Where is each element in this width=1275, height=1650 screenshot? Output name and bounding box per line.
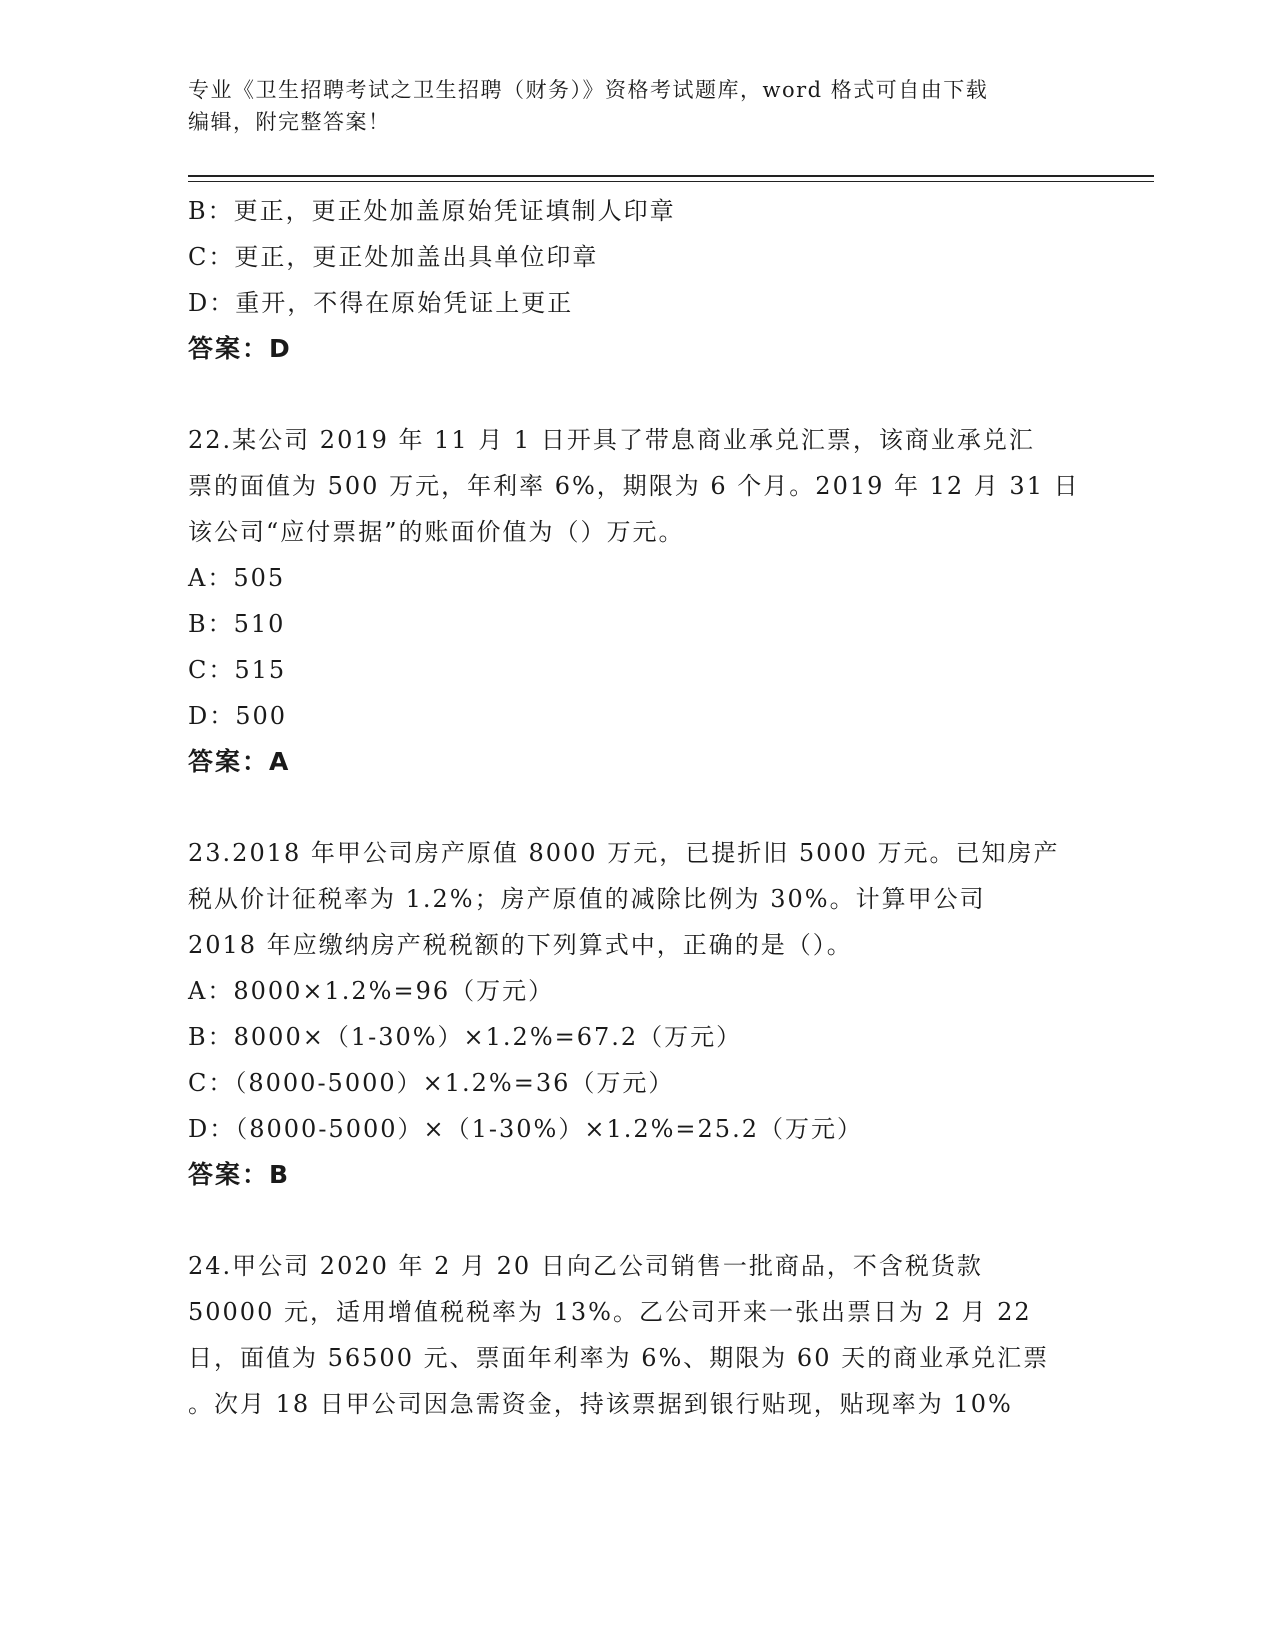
question-stem-line: 23.2018 年甲公司房产原值 8000 万元，已提折旧 5000 万元。已知房产 (188, 839, 1060, 867)
question-stem-line: 2018 年应缴纳房产税税额的下列算式中，正确的是（）。 (188, 931, 853, 959)
option-c: C：515 (188, 656, 287, 684)
question-stem-line: 50000 元，适用增值税税率为 13%。乙公司开来一张出票日为 2 月 22 (188, 1298, 1032, 1326)
header-divider-thick (188, 175, 1154, 177)
option-b: B：更正，更正处加盖原始凭证填制人印章 (188, 197, 676, 225)
option-d: D：（8000-5000）×（1-30%）×1.2%=25.2（万元） (188, 1115, 863, 1143)
question-stem-line: 票的面值为 500 万元，年利率 6%，期限为 6 个月。2019 年 12 月 31 日 (188, 472, 1080, 500)
document-header (188, 74, 1088, 138)
question-stem-line: 该公司“应付票据”的账面价值为（）万元。 (188, 518, 685, 546)
answer: 答案：A (188, 747, 291, 776)
option-d: D：重开，不得在原始凭证上更正 (188, 289, 574, 317)
option-d: D：500 (188, 702, 288, 730)
question-21 (188, 188, 1088, 372)
answer: 答案：B (188, 1160, 291, 1189)
option-c: C：更正，更正处加盖出具单位印章 (188, 243, 599, 271)
question-22 (188, 417, 1088, 785)
spacer (188, 1198, 1088, 1243)
question-stem-line: 。次月 18 日甲公司因急需资金，持该票据到银行贴现，贴现率为 10% (188, 1390, 1013, 1418)
header-line-1: 专业《卫生招聘考试之卫生招聘（财务）》资格考试题库，word 格式可自由下载 (188, 78, 989, 102)
question-stem-line: 24.甲公司 2020 年 2 月 20 日向乙公司销售一批商品，不含税货款 (188, 1252, 983, 1280)
spacer (188, 372, 1088, 417)
option-b: B：8000×（1-30%）×1.2%=67.2（万元） (188, 1023, 743, 1051)
header-divider-thin (188, 181, 1154, 182)
question-23 (188, 830, 1088, 1198)
question-stem-line: 日，面值为 56500 元、票面年利率为 6%、期限为 60 天的商业承兑汇票 (188, 1344, 1050, 1372)
answer: 答案：D (188, 334, 292, 363)
question-stem-line: 22.某公司 2019 年 11 月 1 日开具了带息商业承兑汇票，该商业承兑汇 (188, 426, 1035, 454)
option-b: B：510 (188, 610, 286, 638)
question-24 (188, 1243, 1088, 1427)
header-line-2: 编辑，附完整答案！ (188, 110, 391, 134)
question-stem-line: 税从价计征税率为 1.2%；房产原值的减除比例为 30%。计算甲公司 (188, 885, 986, 913)
question-list (188, 188, 1088, 1427)
option-a: A：505 (188, 564, 286, 592)
spacer (188, 785, 1088, 830)
option-a: A：8000×1.2%=96（万元） (188, 977, 555, 1005)
option-c: C：（8000-5000）×1.2%=36（万元） (188, 1069, 675, 1097)
